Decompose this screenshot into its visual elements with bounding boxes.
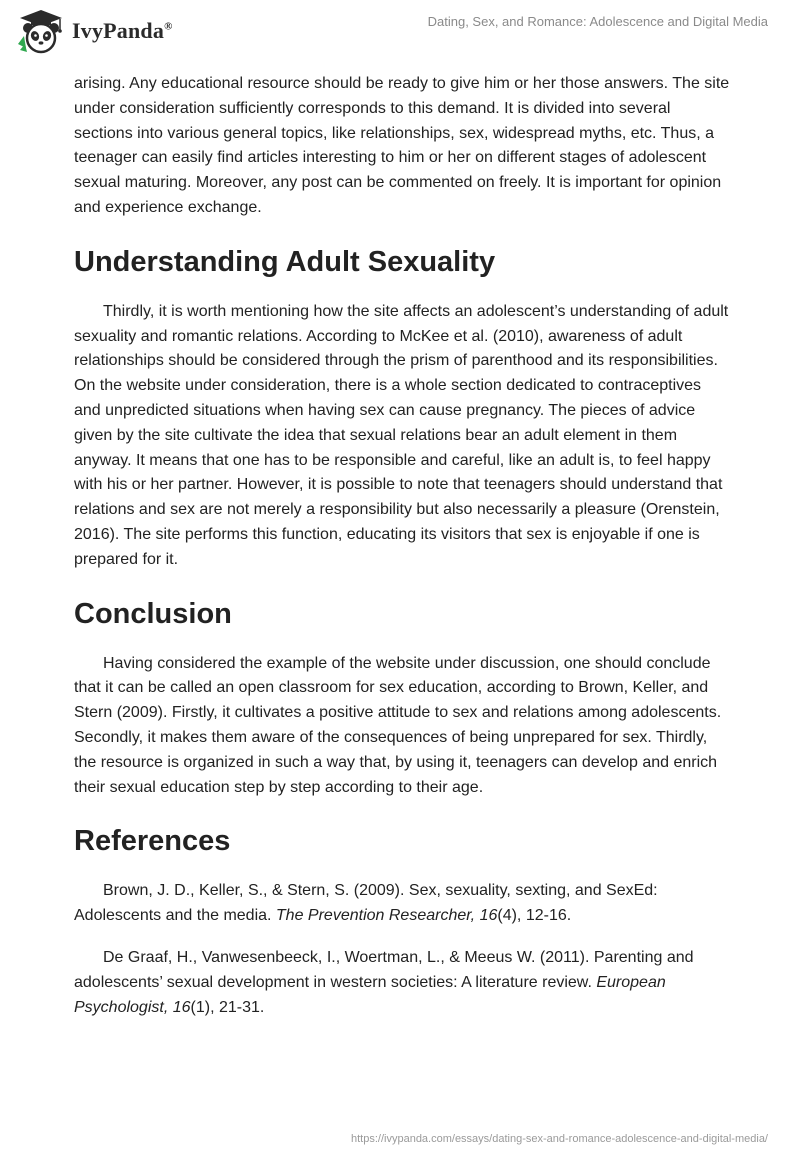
section-heading-conclusion: Conclusion: [74, 597, 232, 630]
intro-paragraph: arising. Any educational resource should be ready to give him or her those answers. The site under consideration sufficiently corresponds to this demand. It is divided into several sections into various general topics, like relationships, sex, widespread myths, etc. Thus, a teenager can easily find articles interesting to him or her on different stages of adolescent sexual maturing. Moreover, any post can be commented on freely. It is important for opinion and experience exchange.: [74, 75, 730, 216]
panda-logo-icon: [16, 8, 66, 54]
brand-name: [72, 18, 173, 44]
brand-logo[interactable]: [16, 8, 173, 54]
reference-item: [74, 879, 730, 929]
section-heading-adult-sexuality: Understanding Adult Sexuality: [74, 245, 496, 278]
registered-mark: ®: [164, 20, 173, 33]
reference-authors-title: De Graaf, H., Vanwesenbeeck, I., Woertman, L., & Meeus W. (2011). Parenting and adolescents’ sexual development in western societies: A literature review.: [74, 948, 694, 991]
page-header: [0, 0, 800, 70]
reference-authors-title: Brown, J. D., Keller, S., & Stern, S. (2009). Sex, sexuality, sexting, and SexEd: Adolescents and the media.: [74, 882, 658, 925]
reference-journal: The Prevention Researcher, 16: [275, 907, 498, 925]
essay-body: [74, 72, 730, 1020]
source-url[interactable]: https://ivypanda.com/essays/dating-sex-and-romance-adolescence-and-digital-media/: [351, 1133, 768, 1145]
brand-name-text: IvyPanda: [72, 18, 165, 43]
reference-issue-pages: (1), 21-31.: [190, 998, 265, 1016]
document-running-title: Dating, Sex, and Romance: Adolescence and Digital Media: [427, 14, 768, 29]
references-heading: References: [74, 825, 231, 858]
section-paragraph-adult-sexuality: Thirdly, it is worth mentioning how the site affects an adolescent’s understanding of adult sexuality and romantic relations. According to McKee et al. (2010), awareness of adult relationships should be considered through the prism of parenthood and its responsibilities. On the website under consideration, there is a whole section dedicated to contraceptives and unpredicted situations when having sex can cause pregnancy. The pieces of advice given by the site cultivate the idea that sexual relations bear an adult element in them anyway. It means that one has to be responsible and careful, like an adult is, to feel happy with his or her partner. However, it is possible to note that teenagers should understand that relations and sex are not merely a responsibility but also necessarily a pleasure (Orenstein, 2016). The site performs this function, educating its visitors that sex is enjoyable if one is prepared for it.: [74, 302, 729, 568]
reference-item: [74, 946, 730, 1020]
section-paragraph-conclusion: Having considered the example of the website under discussion, one should conclude that it can be called an open classroom for sex education, according to Brown, Keller, and Stern (2009). Firstly, it cultivates a positive attitude to sex and relations among adolescents. Secondly, it makes them aware of the consequences of being unprepared for sex. Thirdly, the resource is organized in such a way that, by using it, teenagers can develop and enrich their sexual education step by step according to their age.: [74, 654, 722, 796]
reference-journal: European Psychologist, 16: [74, 973, 666, 1016]
reference-issue-pages: (4), 12-16.: [497, 907, 572, 925]
